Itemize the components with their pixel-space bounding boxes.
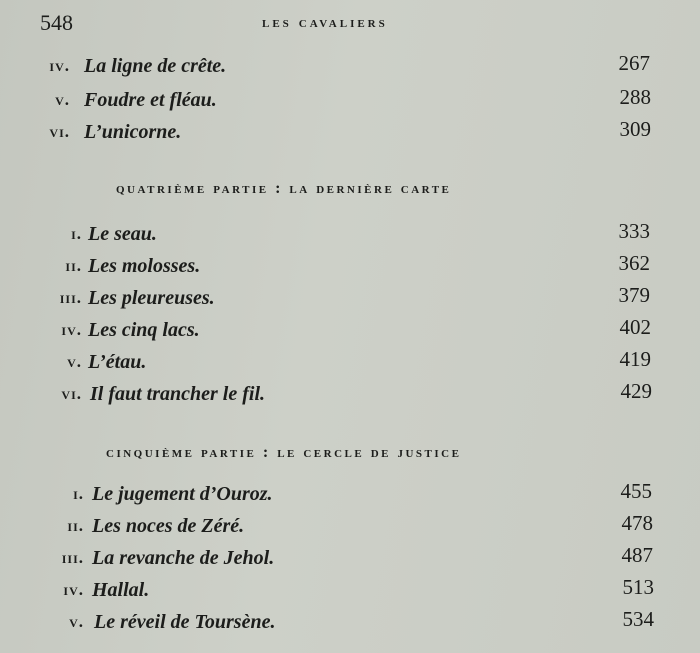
page-number: 548 [40,10,73,35]
chapter-page: 379 [618,283,650,307]
chapter-page: 288 [619,85,651,109]
toc-entry[interactable] [0,608,700,636]
chapter-numeral: i. [71,224,82,243]
chapter-numeral: vi. [49,122,70,141]
chapter-page: 487 [621,543,653,567]
toc-entry[interactable] [0,480,700,508]
chapter-page: 333 [618,219,650,243]
toc-entry[interactable] [0,52,700,80]
chapter-numeral: iii. [61,548,84,567]
chapter-title: Hallal. [92,579,150,601]
chapter-title: Les pleureuses. [88,287,215,309]
chapter-title: Les molosses. [88,255,201,277]
chapter-numeral: v. [55,90,70,109]
chapter-title: Les noces de Zéré. [92,515,245,537]
part-title: cinquième partie : le cercle de justice [106,444,462,461]
toc-entry[interactable] [0,252,700,280]
chapter-title: L’étau. [88,351,147,373]
chapter-numeral: i. [73,484,84,503]
chapter-title: La ligne de crête. [84,55,227,77]
chapter-numeral: iv. [63,580,84,599]
chapter-title: Le seau. [88,223,157,245]
chapter-page: 478 [621,511,653,535]
toc-entry[interactable] [0,512,700,540]
chapter-title: Foudre et fléau. [84,89,217,111]
chapter-page: 429 [620,379,652,403]
chapter-title: La revanche de Jehol. [92,547,275,569]
chapter-numeral: v. [67,352,82,371]
chapter-page: 455 [620,479,652,503]
chapter-title: L’unicorne. [84,121,182,143]
toc-entry[interactable] [0,86,700,114]
chapter-page: 513 [622,575,654,599]
chapter-page: 419 [619,347,651,371]
toc-entry[interactable] [0,284,700,312]
chapter-numeral: v. [69,612,84,631]
chapter-page: 362 [618,251,650,275]
chapter-title: Le réveil de Toursène. [94,611,276,633]
chapter-numeral: vi. [61,384,82,403]
toc-entry[interactable] [0,118,700,146]
toc-entry[interactable] [0,220,700,248]
running-title: les cavaliers [262,14,388,31]
chapter-page: 267 [618,51,650,75]
toc-entry[interactable] [0,316,700,344]
chapter-page: 534 [622,607,654,631]
chapter-numeral: iv. [61,320,82,339]
chapter-numeral: ii. [65,256,82,275]
chapter-title: Il faut trancher le fil. [90,383,266,405]
chapter-title: Les cinq lacs. [88,319,200,341]
part-title: quatrième partie : la dernière carte [116,180,452,197]
chapter-numeral: iv. [49,56,70,75]
toc-entry[interactable] [0,544,700,572]
chapter-page: 309 [619,117,651,141]
chapter-numeral: ii. [67,516,84,535]
chapter-page: 402 [619,315,651,339]
chapter-numeral: iii. [59,288,82,307]
toc-entry[interactable] [0,576,700,604]
toc-entry[interactable] [0,380,700,408]
chapter-title: Le jugement d’Ouroz. [92,483,273,505]
toc-entry[interactable] [0,348,700,376]
